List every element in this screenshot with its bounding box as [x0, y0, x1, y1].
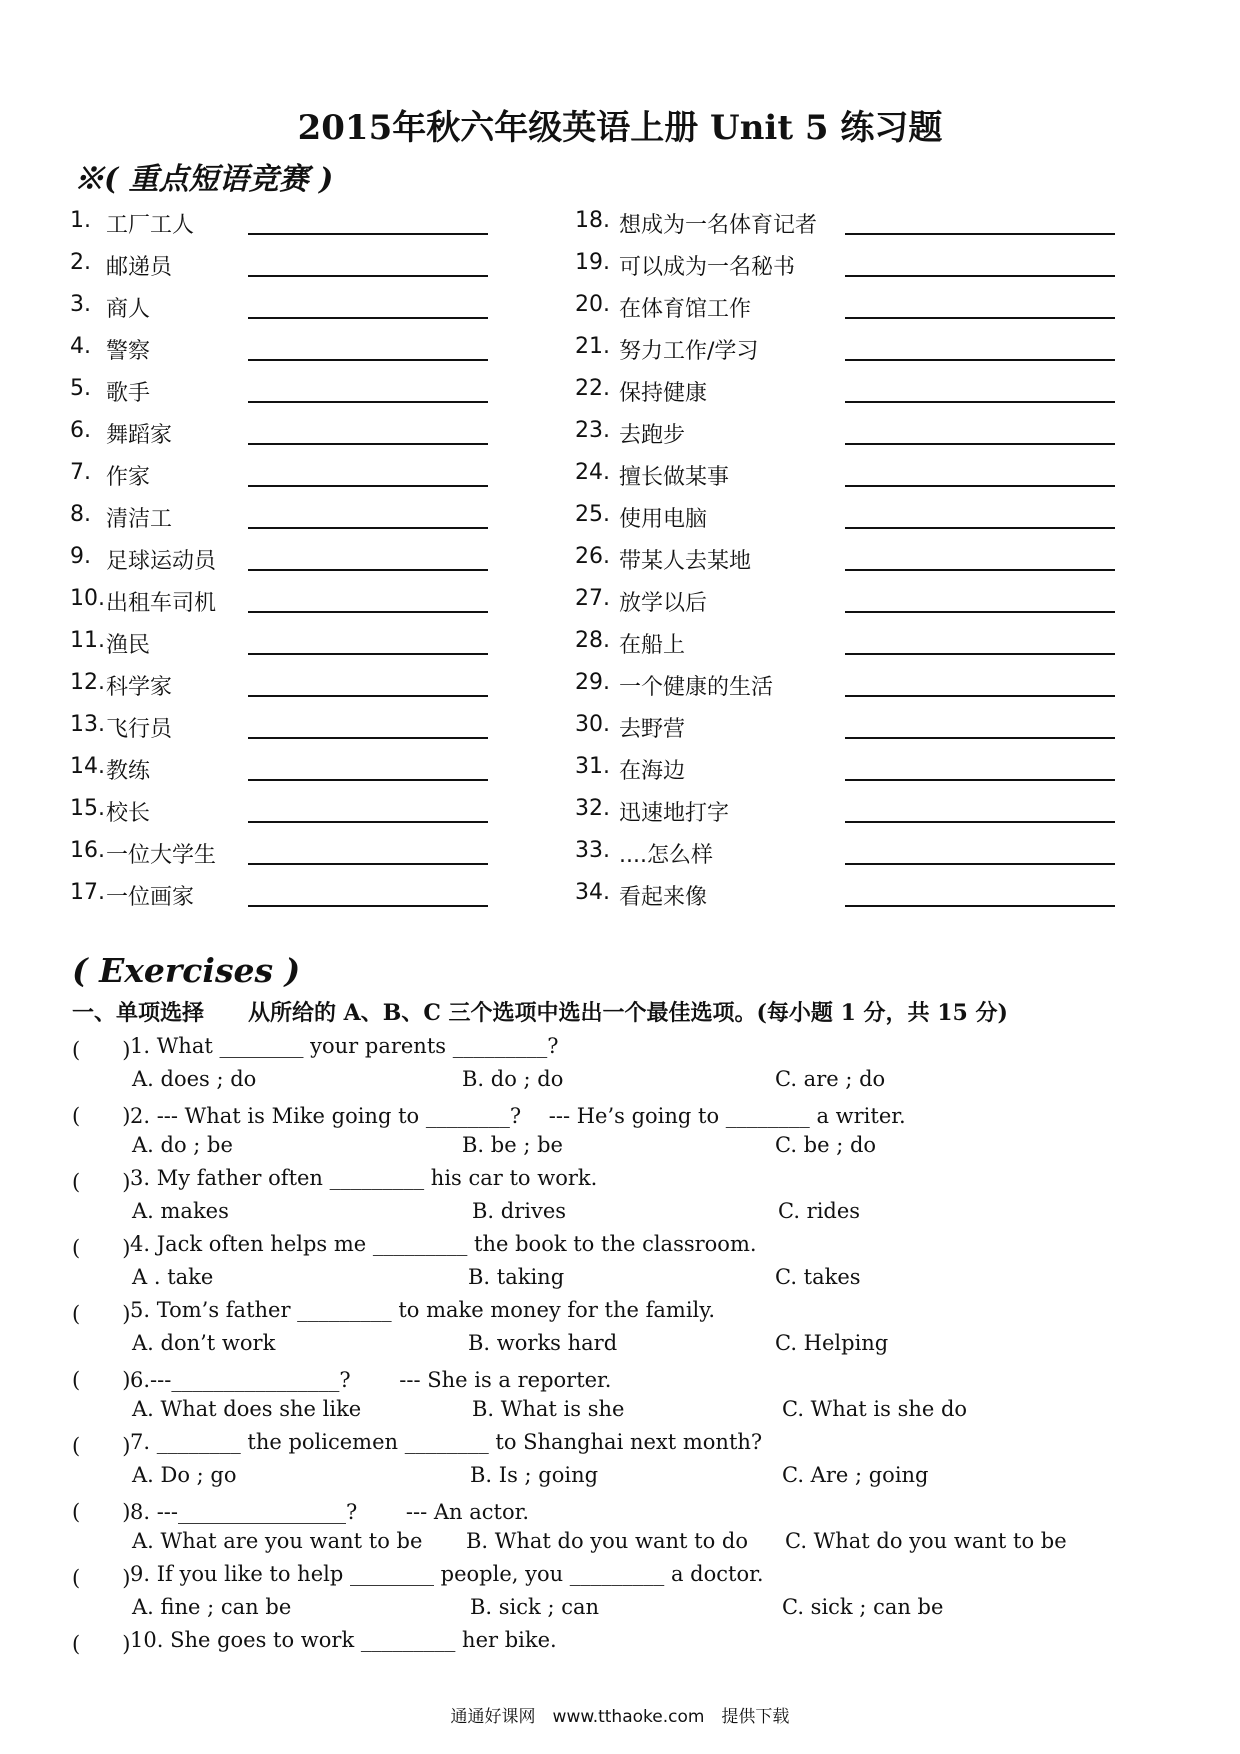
- answer-blank[interactable]: [845, 905, 1115, 907]
- phrase-item: [70, 328, 570, 370]
- phrase-text: 邮递员: [106, 255, 173, 280]
- phrase-number: 10.: [70, 586, 105, 611]
- option-b: B. What do you want to do: [466, 1529, 748, 1553]
- option-c: C. be ; do: [775, 1133, 877, 1157]
- answer-blank[interactable]: [845, 779, 1115, 781]
- phrase-item: [575, 664, 1130, 706]
- question-text: 6.---________________? --- She is a reporter.: [130, 1368, 612, 1392]
- phrase-column-right: [575, 202, 1130, 916]
- option-c: C. are ; do: [775, 1067, 886, 1091]
- question-text: 1. What ________ your parents _________?: [130, 1034, 559, 1058]
- phrase-number: 9.: [70, 544, 91, 569]
- answer-blank[interactable]: [845, 737, 1115, 739]
- answer-blank[interactable]: [248, 611, 488, 613]
- phrase-item: [575, 580, 1130, 622]
- phrase-number: 29.: [575, 670, 610, 695]
- phrase-number: 31.: [575, 754, 610, 779]
- answer-blank[interactable]: [248, 905, 488, 907]
- answer-bracket[interactable]: ( ): [72, 1170, 131, 1194]
- phrase-item: [70, 622, 570, 664]
- phrase-item: [575, 286, 1130, 328]
- phrase-item: [70, 412, 570, 454]
- option-c: C. rides: [778, 1199, 861, 1223]
- option-c: C. Are ; going: [782, 1463, 929, 1487]
- phrase-item: [70, 874, 570, 916]
- phrase-text: 警察: [106, 339, 151, 364]
- question: [70, 1096, 1190, 1129]
- answer-bracket[interactable]: ( ): [72, 1302, 131, 1326]
- answer-blank[interactable]: [845, 275, 1115, 277]
- phrase-item: [70, 664, 570, 706]
- option-row: [70, 1129, 1190, 1162]
- phrase-number: 19.: [575, 250, 610, 275]
- phrase-item: [70, 202, 570, 244]
- phrase-number: 32.: [575, 796, 610, 821]
- phrase-item: [70, 454, 570, 496]
- answer-blank[interactable]: [248, 443, 488, 445]
- phrase-number: 8.: [70, 502, 91, 527]
- option-b: B. taking: [468, 1265, 565, 1289]
- phrase-text: 在海边: [619, 759, 686, 784]
- phrase-text: 去野营: [619, 717, 686, 742]
- answer-blank[interactable]: [845, 569, 1115, 571]
- question: [70, 1294, 1190, 1327]
- answer-blank[interactable]: [248, 779, 488, 781]
- phrase-number: 3.: [70, 292, 91, 317]
- phrase-text: 一位大学生: [106, 843, 217, 868]
- phrase-item: [70, 748, 570, 790]
- phrase-item: [575, 790, 1130, 832]
- phrase-text: 作家: [106, 465, 151, 490]
- phrase-text: 歌手: [106, 381, 151, 406]
- answer-blank[interactable]: [845, 527, 1115, 529]
- phrase-number: 12.: [70, 670, 105, 695]
- option-row: [70, 1459, 1190, 1492]
- phrase-text: 想成为一名体育记者: [619, 213, 818, 238]
- phrase-item: [575, 748, 1130, 790]
- answer-blank[interactable]: [248, 317, 488, 319]
- option-row: [70, 1327, 1190, 1360]
- phrase-number: 24.: [575, 460, 610, 485]
- phrase-text: 教练: [106, 759, 151, 784]
- answer-blank[interactable]: [248, 275, 488, 277]
- phrase-item: [70, 580, 570, 622]
- question-text: 3. My father often _________ his car to work.: [130, 1166, 598, 1190]
- answer-bracket[interactable]: ( ): [72, 1500, 131, 1524]
- answer-blank[interactable]: [248, 527, 488, 529]
- question-list: [70, 1030, 1190, 1657]
- phrase-item: [70, 496, 570, 538]
- phrase-text: 校长: [106, 801, 151, 826]
- phrase-number: 4.: [70, 334, 91, 359]
- question: [70, 1030, 1190, 1063]
- phrase-number: 13.: [70, 712, 105, 737]
- option-b: B. Is ; going: [470, 1463, 599, 1487]
- phrase-text: 渔民: [106, 633, 151, 658]
- question-text: 4. Jack often helps me _________ the book to the classroom.: [130, 1232, 757, 1256]
- phrase-item: [575, 202, 1130, 244]
- option-b: B. What is she: [472, 1397, 625, 1421]
- phrase-item: [575, 454, 1130, 496]
- answer-bracket[interactable]: ( ): [72, 1038, 131, 1062]
- phrase-text: 一个健康的生活: [619, 675, 774, 700]
- answer-blank[interactable]: [248, 653, 488, 655]
- phrase-item: [70, 370, 570, 412]
- answer-blank[interactable]: [248, 359, 488, 361]
- phrase-text: 带某人去某地: [619, 549, 752, 574]
- phrase-item: [575, 832, 1130, 874]
- question: [70, 1426, 1190, 1459]
- option-a: A. do ; be: [132, 1133, 233, 1157]
- phrase-number: 17.: [70, 880, 105, 905]
- option-a: A. does ; do: [132, 1067, 257, 1091]
- answer-bracket[interactable]: ( ): [72, 1236, 131, 1260]
- phrase-item: [575, 538, 1130, 580]
- phrase-item: [575, 496, 1130, 538]
- page-title: 2015年秋六年级英语上册 Unit 5 练习题: [297, 108, 943, 148]
- phrase-text: 足球运动员: [106, 549, 217, 574]
- answer-bracket[interactable]: ( ): [72, 1434, 131, 1458]
- phrase-text: 飞行员: [106, 717, 173, 742]
- option-a: A. Do ; go: [132, 1463, 237, 1487]
- phrase-text: 工厂工人: [106, 213, 195, 238]
- phrase-number: 14.: [70, 754, 105, 779]
- phrase-number: 22.: [575, 376, 610, 401]
- option-a: A. What does she like: [132, 1397, 362, 1421]
- phrase-item: [70, 706, 570, 748]
- phrase-text: 可以成为一名秘书: [619, 255, 796, 280]
- phrase-column-left: [70, 202, 570, 916]
- answer-blank[interactable]: [845, 695, 1115, 697]
- phrase-number: 20.: [575, 292, 610, 317]
- option-b: B. sick ; can: [470, 1595, 599, 1619]
- option-c: C. What do you want to be: [785, 1529, 1067, 1553]
- phrase-number: 18.: [575, 208, 610, 233]
- question-text: 10. She goes to work _________ her bike.: [130, 1628, 557, 1652]
- option-a: A. fine ; can be: [132, 1595, 292, 1619]
- phrase-number: 7.: [70, 460, 91, 485]
- phrase-text: 擅长做某事: [619, 465, 730, 490]
- phrase-item: [70, 832, 570, 874]
- phrase-number: 30.: [575, 712, 610, 737]
- answer-blank[interactable]: [248, 485, 488, 487]
- answer-blank[interactable]: [845, 611, 1115, 613]
- phrase-number: 16.: [70, 838, 105, 863]
- option-row: [70, 1525, 1190, 1558]
- option-a: A. What are you want to be: [132, 1529, 423, 1553]
- answer-blank[interactable]: [845, 233, 1115, 235]
- option-row: [70, 1195, 1190, 1228]
- phrase-item: [70, 286, 570, 328]
- option-row: [70, 1261, 1190, 1294]
- option-row: [70, 1393, 1190, 1426]
- option-a: A. makes: [132, 1199, 229, 1223]
- phrase-number: 21.: [575, 334, 610, 359]
- answer-blank[interactable]: [248, 569, 488, 571]
- section-heading-phrases: ※( 重点短语竞赛 ): [74, 162, 334, 197]
- instructions: 一、单项选择 从所给的 A、B、C 三个选项中选出一个最佳选项。(每小题 1 分，共 15 分): [72, 1000, 1008, 1026]
- phrase-number: 1.: [70, 208, 91, 233]
- phrase-item: [575, 622, 1130, 664]
- phrase-number: 5.: [70, 376, 91, 401]
- phrase-text: 一位画家: [106, 885, 195, 910]
- answer-blank[interactable]: [845, 653, 1115, 655]
- phrase-number: 25.: [575, 502, 610, 527]
- phrase-text: 舞蹈家: [106, 423, 173, 448]
- option-b: B. do ; do: [462, 1067, 564, 1091]
- phrase-text: ....怎么样: [619, 843, 713, 868]
- answer-blank[interactable]: [248, 695, 488, 697]
- phrase-text: 迅速地打字: [619, 801, 730, 826]
- phrase-text: 清洁工: [106, 507, 173, 532]
- answer-blank[interactable]: [248, 233, 488, 235]
- answer-blank[interactable]: [845, 359, 1115, 361]
- phrase-item: [575, 244, 1130, 286]
- phrase-number: 2.: [70, 250, 91, 275]
- option-a: A. don’t work: [132, 1331, 276, 1355]
- phrase-number: 33.: [575, 838, 610, 863]
- question: [70, 1360, 1190, 1393]
- phrase-number: 26.: [575, 544, 610, 569]
- phrase-text: 放学以后: [619, 591, 708, 616]
- answer-bracket[interactable]: ( ): [72, 1632, 131, 1656]
- phrase-number: 6.: [70, 418, 91, 443]
- phrase-number: 27.: [575, 586, 610, 611]
- option-b: B. drives: [472, 1199, 567, 1223]
- option-c: C. What is she do: [782, 1397, 968, 1421]
- option-c: C. takes: [775, 1265, 861, 1289]
- question: [70, 1228, 1190, 1261]
- phrase-text: 使用电脑: [619, 507, 708, 532]
- phrase-text: 保持健康: [619, 381, 708, 406]
- phrase-number: 34.: [575, 880, 610, 905]
- answer-blank[interactable]: [248, 863, 488, 865]
- option-b: B. works hard: [468, 1331, 618, 1355]
- answer-bracket[interactable]: ( ): [72, 1104, 131, 1128]
- phrase-text: 出租车司机: [106, 591, 217, 616]
- phrase-number: 23.: [575, 418, 610, 443]
- option-a: A . take: [132, 1265, 214, 1289]
- phrase-text: 在船上: [619, 633, 686, 658]
- phrase-item: [70, 538, 570, 580]
- question: [70, 1558, 1190, 1591]
- phrase-text: 努力工作/学习: [619, 339, 759, 364]
- phrase-text: 科学家: [106, 675, 173, 700]
- question: [70, 1624, 1190, 1657]
- question-text: 8. ---________________? --- An actor.: [130, 1500, 530, 1524]
- question: [70, 1162, 1190, 1195]
- answer-blank[interactable]: [248, 401, 488, 403]
- question: [70, 1492, 1190, 1525]
- phrase-item: [575, 412, 1130, 454]
- option-c: C. Helping: [775, 1331, 889, 1355]
- phrase-item: [575, 706, 1130, 748]
- phrase-number: 15.: [70, 796, 105, 821]
- phrase-number: 28.: [575, 628, 610, 653]
- answer-bracket[interactable]: ( ): [72, 1368, 131, 1392]
- option-c: C. sick ; can be: [782, 1595, 944, 1619]
- answer-blank[interactable]: [845, 863, 1115, 865]
- option-row: [70, 1591, 1190, 1624]
- answer-blank[interactable]: [845, 821, 1115, 823]
- footer: 通通好课网 www.tthaoke.com 提供下载: [450, 1707, 790, 1727]
- question-text: 5. Tom’s father _________ to make money for the family.: [130, 1298, 715, 1322]
- phrase-item: [575, 874, 1130, 916]
- phrase-item: [575, 328, 1130, 370]
- option-b: B. be ; be: [462, 1133, 563, 1157]
- phrase-item: [70, 790, 570, 832]
- option-row: [70, 1063, 1190, 1096]
- answer-blank[interactable]: [845, 317, 1115, 319]
- phrase-item: [70, 244, 570, 286]
- section-heading-exercises: ( Exercises ): [72, 951, 301, 990]
- answer-blank[interactable]: [845, 485, 1115, 487]
- phrase-text: 商人: [106, 297, 151, 322]
- answer-bracket[interactable]: ( ): [72, 1566, 131, 1590]
- question-text: 9. If you like to help ________ people, you _________ a doctor.: [130, 1562, 764, 1586]
- answer-blank[interactable]: [248, 737, 488, 739]
- phrase-item: [575, 370, 1130, 412]
- phrase-text: 看起来像: [619, 885, 708, 910]
- answer-blank[interactable]: [248, 821, 488, 823]
- phrase-text: 在体育馆工作: [619, 297, 752, 322]
- phrase-text: 去跑步: [619, 423, 686, 448]
- phrase-number: 11.: [70, 628, 105, 653]
- answer-blank[interactable]: [845, 443, 1115, 445]
- answer-blank[interactable]: [845, 401, 1115, 403]
- question-text: 7. ________ the policemen ________ to Shanghai next month?: [130, 1430, 763, 1454]
- question-text: 2. --- What is Mike going to ________? --- He’s going to ________ a writer.: [130, 1104, 906, 1128]
